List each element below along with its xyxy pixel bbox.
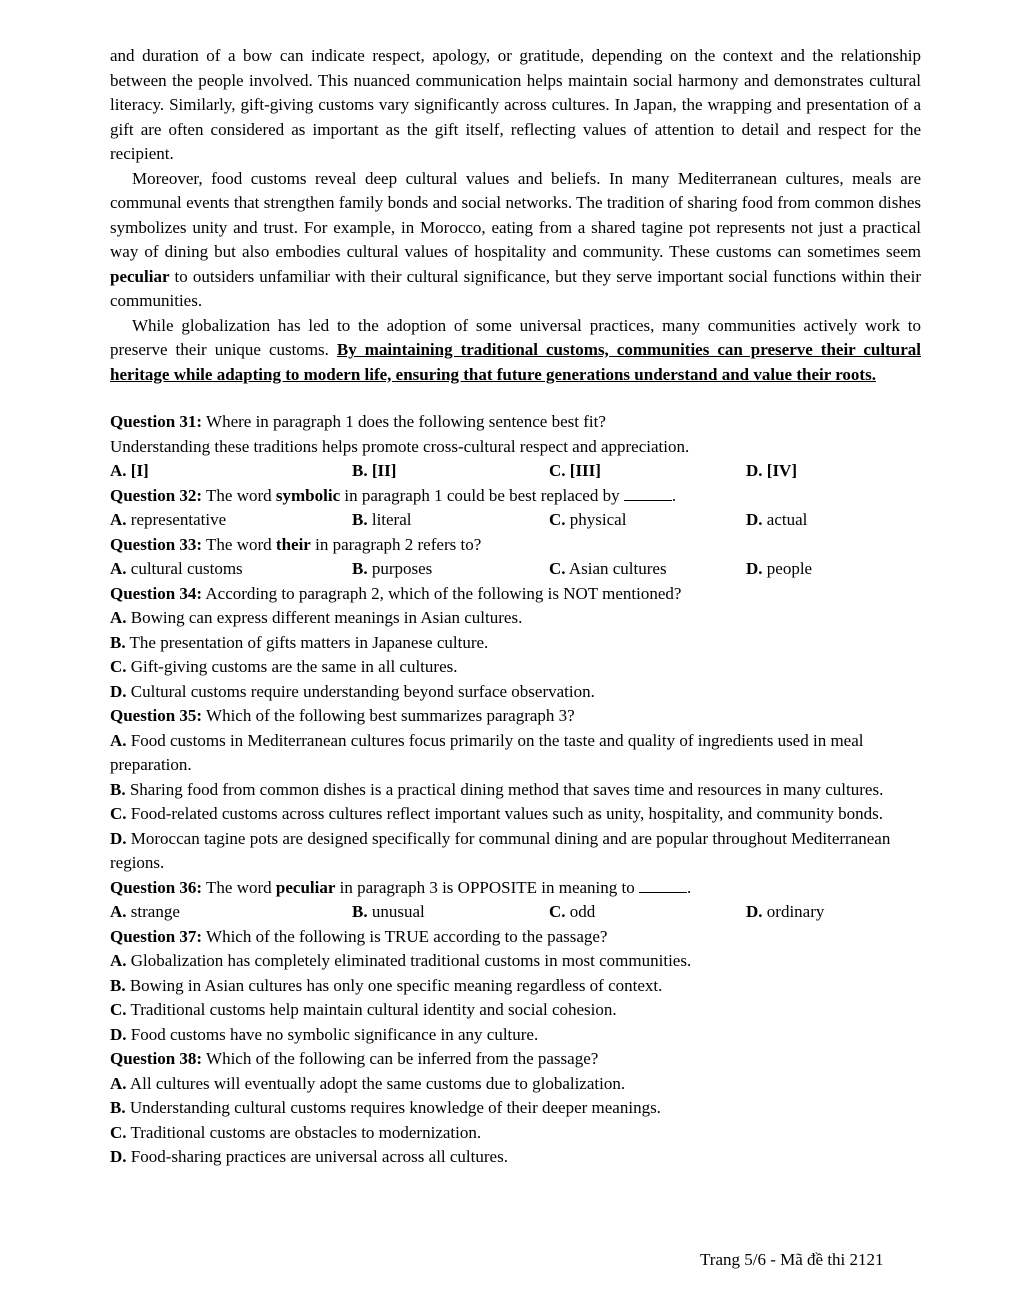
option-c[interactable] [110,1121,921,1146]
option-a[interactable] [110,729,921,778]
option-d[interactable] [746,900,824,925]
question-label: Question 33: [110,534,203,554]
option-a[interactable]: A. [I] [110,461,149,480]
option-text: Bowing can express different meanings in Asian cultures. [126,608,523,627]
option-letter: A. [110,559,127,578]
option-text: strange [126,902,180,921]
question-label: Question 36: [110,877,203,897]
option-text: The presentation of gifts matters in Japanese culture. [125,632,489,652]
option-letter: C. [549,510,566,529]
option-text: Traditional customs help maintain cultural identity and social cohesion. [126,1000,617,1019]
option-b[interactable] [110,631,921,656]
option-d[interactable] [110,680,921,705]
passage-paragraph-2-continued: and duration of a bow can indicate respect, apology, or gratitude, depending on the context and the relationship between the people involved. This nuanced communication helps maintain social harmony and demonstrates cultural literacy. Similarly, gift-giving customs vary significantly across cultures. In Japan, the wrapping and presentation of a gift are often considered as important as the gift itself, reflecting values of attention to detail and respect for the recipient. [110,46,921,163]
option-text: representative [126,510,227,529]
question-text: Where in paragraph 1 does the following sentence best fit? [202,412,606,431]
question-text-a: The word [202,877,276,897]
option-letter: B. [352,559,368,578]
option-d[interactable] [746,508,807,533]
question-text-b: in paragraph 1 could be best replaced by [340,485,624,505]
question-label: Question 34: [110,583,203,603]
question-35 [110,704,921,729]
option-b[interactable] [110,974,921,999]
option-text: Bowing in Asian cultures has only one specific meaning regardless of context. [125,975,663,995]
option-text: All cultures will eventually adopt the same customs due to globalization. [126,1073,626,1093]
question-31-quote: Understanding these traditions helps promote cross-cultural respect and appreciation. [110,436,690,456]
option-c[interactable] [110,998,921,1023]
option-text: Food-related customs across cultures reflect important values such as unity, hospitality, and community bonds. [126,804,884,823]
question-31 [110,410,921,435]
option-a[interactable] [110,557,352,582]
question-33 [110,533,921,558]
question-31-options [110,459,921,484]
option-letter: C. [549,559,566,578]
option-a[interactable] [110,900,352,925]
option-text: Traditional customs are obstacles to modernization. [126,1122,482,1142]
bold-word-peculiar: peculiar [275,877,336,897]
option-letter: B. [352,510,368,529]
option-c[interactable] [549,900,746,925]
option-c[interactable] [110,802,921,827]
option-text: odd [565,902,596,921]
option-letter: C. [110,1000,127,1019]
option-a[interactable] [110,508,352,533]
option-letter: D. [110,681,127,701]
option-b[interactable] [352,508,549,533]
option-letter: D. [746,510,763,529]
option-b[interactable] [352,557,549,582]
option-d[interactable] [110,1023,921,1048]
option-text: literal [367,510,412,529]
option-letter: C. [110,1122,127,1142]
option-letter: A. [110,510,127,529]
page-footer: Trang 5/6 - Mã đề thi 2121 [700,1250,884,1269]
option-letter: B. [110,975,126,995]
option-d[interactable] [110,1145,921,1170]
option-c[interactable] [549,508,746,533]
option-text: Food customs have no symbolic significance in any culture. [126,1024,539,1044]
option-text: ordinary [762,902,825,921]
question-label: Question 32: [110,485,203,505]
question-text-a: The word [202,485,276,505]
question-label: Question 37: [110,926,203,946]
question-33-options [110,557,921,582]
option-letter: C. [549,902,566,921]
question-36 [110,876,921,901]
option-letter: B. [110,1098,126,1117]
questions-section [110,410,921,1170]
question-38 [110,1047,921,1072]
question-text: Which of the following is TRUE according to the passage? [202,926,608,946]
question-label: Question 31: [110,412,203,431]
option-text: physical [565,510,627,529]
question-label: Question 35: [110,706,203,725]
option-text: Moroccan tagine pots are designed specifically for communal dining and are popular throughout Mediterranean regions. [110,828,891,872]
option-c[interactable] [549,557,746,582]
option-a[interactable] [110,949,921,974]
question-32 [110,484,921,509]
option-d[interactable] [110,827,921,876]
option-letter: A. [110,730,127,750]
option-text: unusual [367,902,425,921]
question-label: Question 38: [110,1049,203,1068]
option-text: Gift-giving customs are the same in all cultures. [126,657,458,676]
question-32-options [110,508,921,533]
question-end: . [671,485,677,505]
option-text: Food-sharing practices are universal across all cultures. [126,1147,508,1166]
question-text: Which of the following can be inferred from the passage? [202,1049,599,1068]
option-a[interactable] [110,1072,921,1097]
question-end: . [687,877,692,897]
question-text-a: The word [202,534,276,554]
option-letter: A. [110,951,127,970]
option-b[interactable] [352,900,549,925]
option-d[interactable]: D. [IV] [746,461,797,480]
bold-word-peculiar: peculiar [110,266,170,286]
question-text-b: in paragraph 3 is OPPOSITE in meaning to [335,877,640,897]
option-letter: A. [110,902,127,921]
option-letter: C. [110,657,127,676]
exam-page [110,44,921,1170]
bold-word-symbolic: symbolic [275,485,341,505]
underlined-sentence: By maintaining traditional customs, communities can preserve their cultural heritage while adapting to modern life, ensuring that future generations understand and value their roots. [110,340,921,384]
option-letter: D. [110,828,127,848]
option-letter: D. [746,559,763,578]
option-text: Food customs in Mediterranean cultures focus primarily on the taste and quality of ingredients used in meal preparation. [110,730,864,774]
option-letter: C. [110,804,127,823]
paragraph-3-text-b: to outsiders unfamiliar with their cultural significance, but they serve important social functions within their communities. [110,266,921,310]
option-b[interactable] [110,778,921,803]
option-letter: B. [110,779,126,799]
option-letter: B. [352,902,368,921]
option-b[interactable] [110,1096,921,1121]
option-text: Understanding cultural customs requires knowledge of their deeper meanings. [125,1098,661,1117]
question-text-b: in paragraph 2 refers to? [310,534,482,554]
question-37 [110,925,921,950]
answer-blank [624,486,672,501]
passage-paragraph-3 [110,167,921,314]
option-letter: A. [110,1073,127,1093]
option-c[interactable]: C. [III] [549,461,601,480]
question-36-options [110,900,921,925]
bold-word-their: their [275,534,311,554]
option-text: actual [762,510,808,529]
option-letter: B. [110,632,126,652]
answer-blank [639,878,687,893]
question-34 [110,582,921,607]
option-a[interactable] [110,606,921,631]
option-letter: D. [110,1147,127,1166]
paragraph-4-text: While globalization has led to the adoption of some universal practices, many communities actively work to preserve their unique customs. [110,315,921,359]
option-text: people [762,559,813,578]
option-text: Asian cultures [565,559,667,578]
option-text: Sharing food from common dishes is a practical dining method that saves time and resources in many cultures. [125,779,884,799]
option-letter: A. [110,608,127,627]
paragraph-3-text-a: Moreover, food customs reveal deep cultural values and beliefs. In many Mediterranean cultures, meals are communal events that strengthen family bonds and social networks. The tradition of sharing food from common dishes symbolizes unity and trust. For example, in Morocco, eating from a shared tagine pot represents not just a practical way of dining but also embodies cultural values of hospitality and community. These customs can sometimes seem [110,168,921,261]
option-b[interactable]: B. [II] [352,461,397,480]
option-text: Globalization has completely eliminated traditional customs in most communities. [126,951,692,970]
option-text: Cultural customs require understanding beyond surface observation. [126,681,595,701]
passage-paragraph-4 [110,314,921,388]
question-text: Which of the following best summarizes paragraph 3? [202,706,575,725]
option-d[interactable] [746,557,812,582]
option-text: purposes [367,559,433,578]
option-c[interactable] [110,655,921,680]
option-text: cultural customs [126,559,243,578]
option-letter: D. [746,902,763,921]
question-text: According to paragraph 2, which of the following is NOT mentioned? [202,583,682,603]
option-letter: D. [110,1024,127,1044]
